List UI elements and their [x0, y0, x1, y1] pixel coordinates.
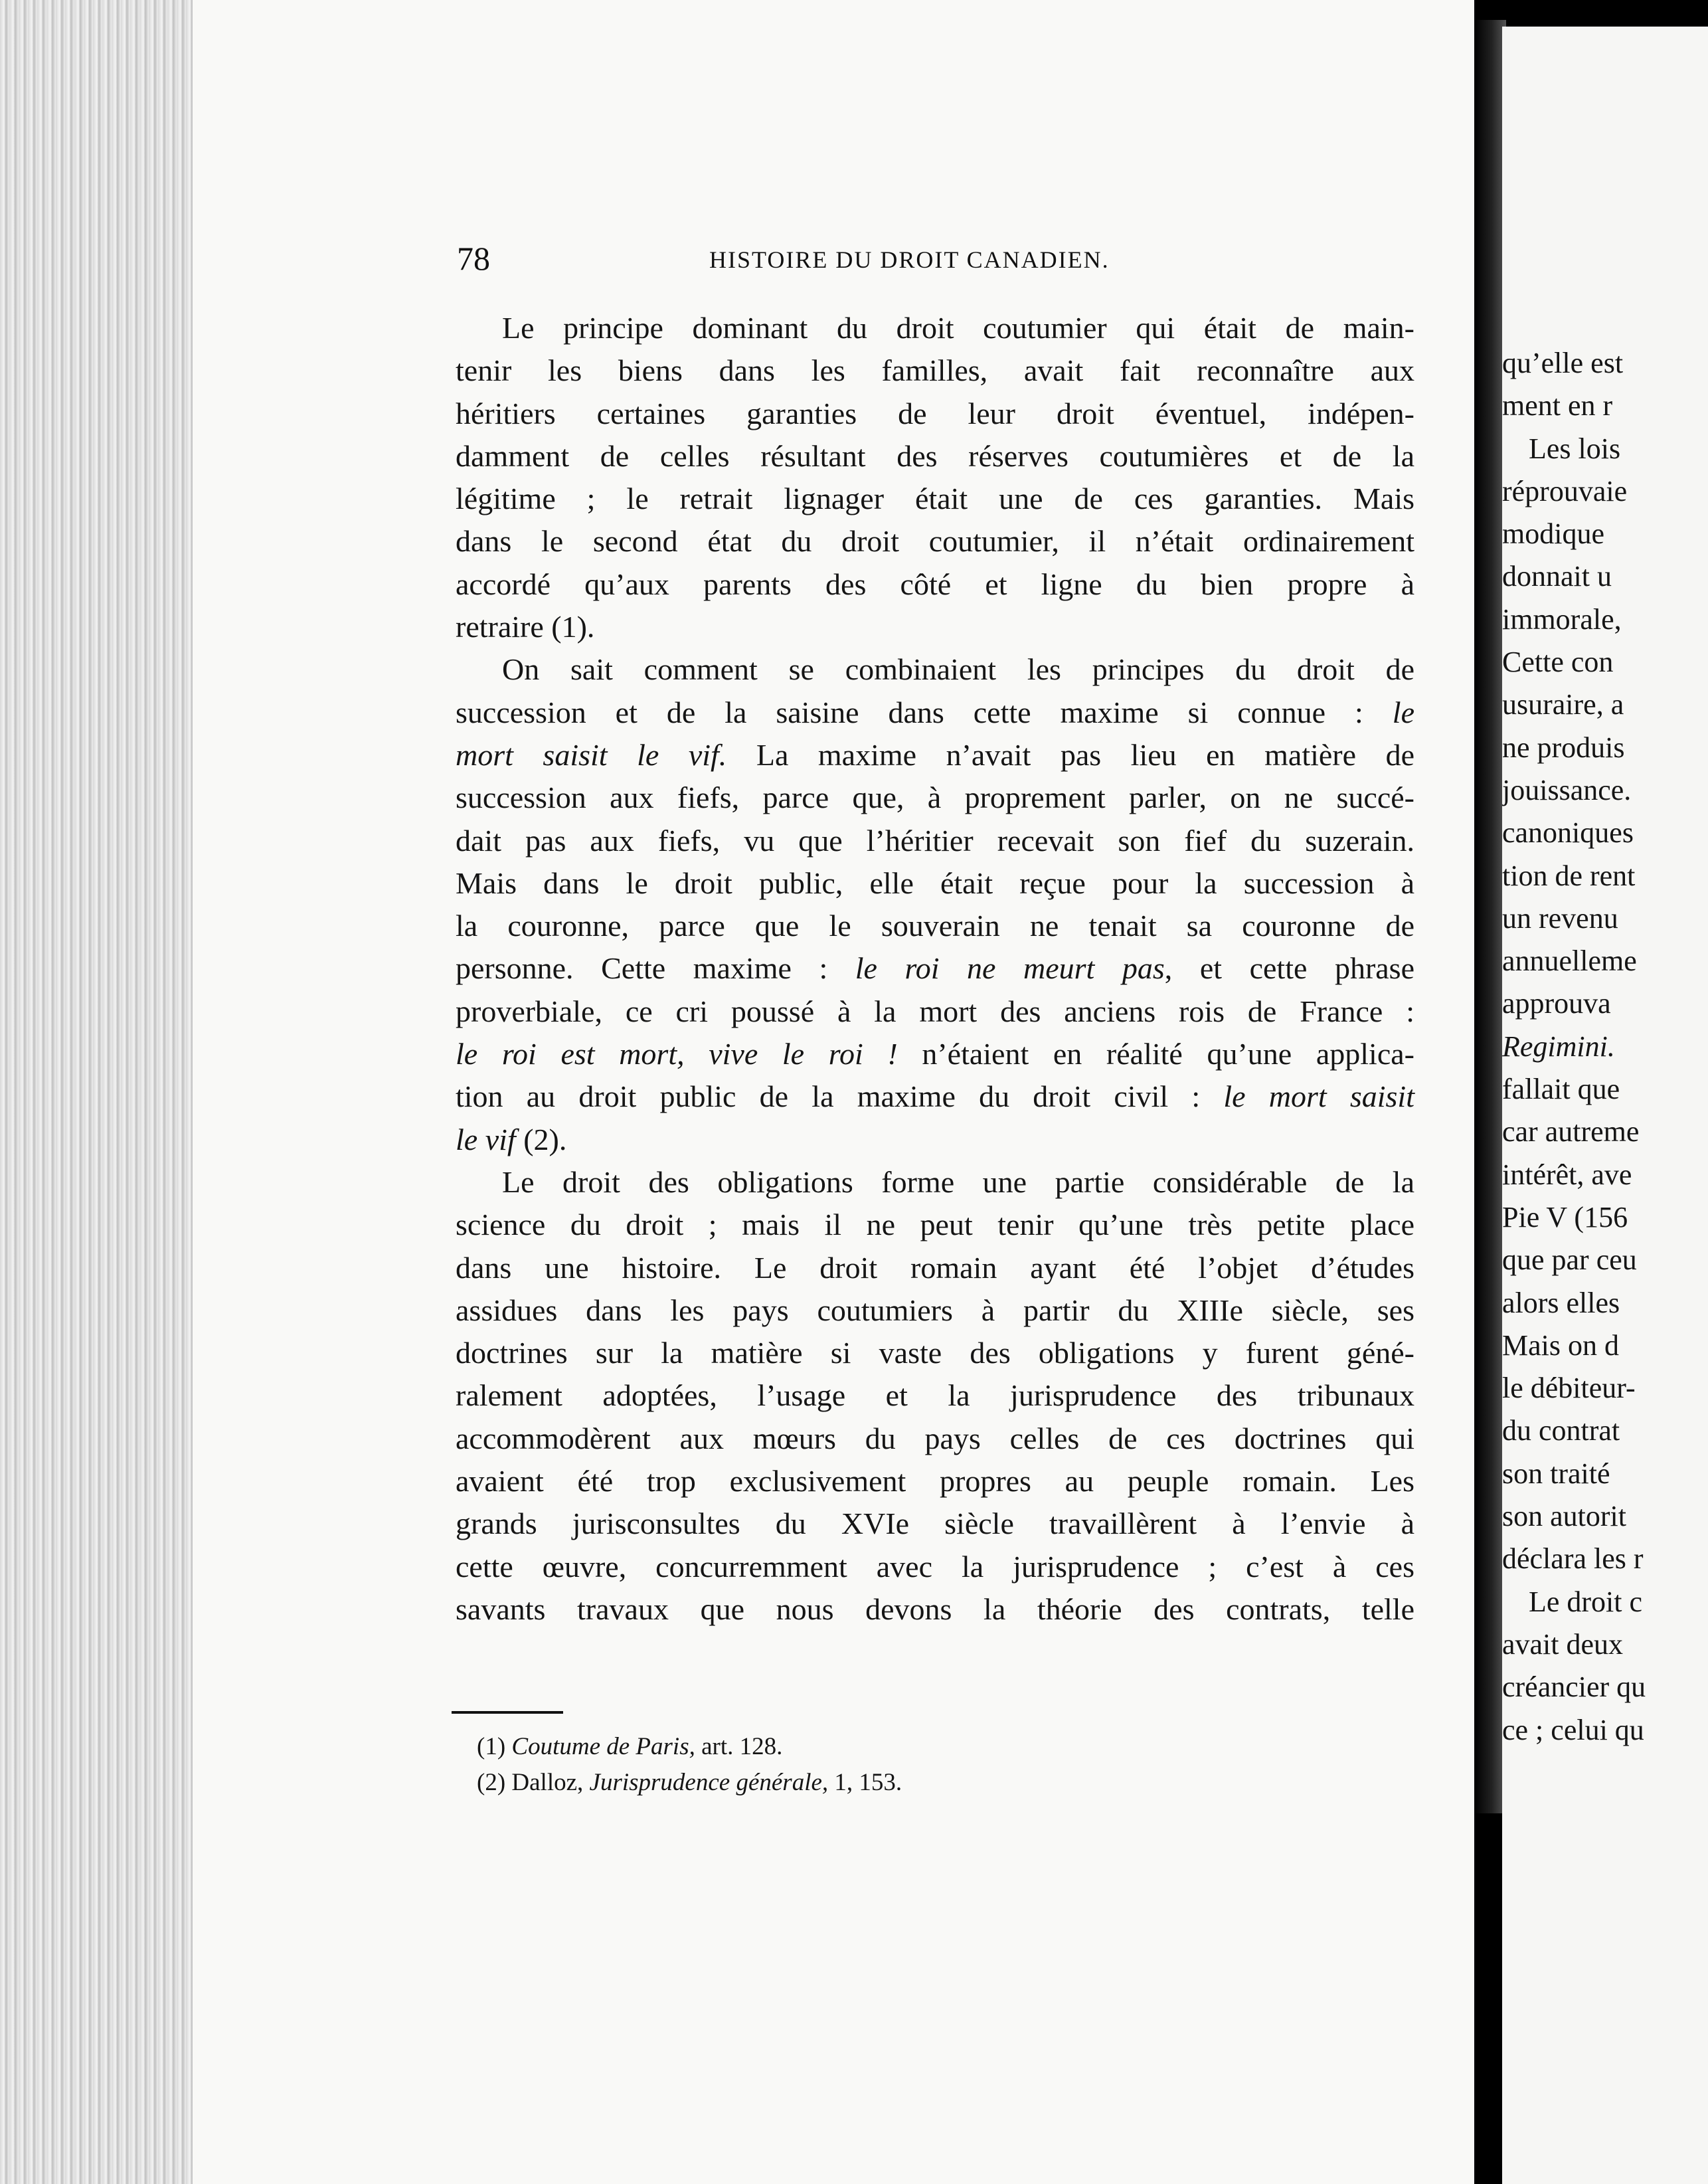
right-page-line: modique	[1502, 517, 1604, 551]
right-page-line: immorale,	[1502, 602, 1622, 636]
right-page-line: réprouvaie	[1502, 474, 1628, 507]
text-line: retraire (1).	[456, 610, 595, 644]
right-page-line: annuelleme	[1502, 945, 1637, 978]
footnote: (2) Dalloz, Jurisprudence générale, 1, 153.	[477, 1769, 902, 1796]
text-line: dait pas aux fiefs, vu que l’héritier recevait son fief du suzerain.	[456, 823, 1414, 858]
right-page-line: qu’elle est	[1502, 347, 1624, 379]
text-line: dans une histoire. Le droit romain ayant été l’objet d’études	[456, 1250, 1414, 1285]
text-line: damment de celles résultant des réserves coutumières et de la	[456, 438, 1414, 473]
right-page-line: Le droit c	[1529, 1585, 1643, 1618]
right-page-line: donnait u	[1502, 560, 1612, 593]
right-page-line: un revenu	[1502, 901, 1618, 935]
running-head	[457, 239, 1413, 279]
text-line: héritiers certaines garanties de leur droit éventuel, indépen-	[456, 396, 1414, 430]
text-line: succession et de la saisine dans cette maxime si connue : le	[456, 695, 1414, 729]
right-page-line: Les lois	[1529, 432, 1621, 465]
right-page-line: que par ceu	[1502, 1243, 1637, 1277]
footnote-rule	[452, 1711, 563, 1714]
right-page-line: déclara les r	[1502, 1542, 1644, 1576]
text-line: science du droit ; mais il ne peut tenir qu’une très petite place	[456, 1208, 1414, 1242]
text-line: ralement adoptées, l’usage et la jurisprudence des tribunaux	[456, 1378, 1414, 1413]
right-page-line: car autreme	[1502, 1115, 1640, 1148]
text-line: savants travaux que nous devons la théorie des contrats, telle	[456, 1592, 1414, 1626]
right-page	[1502, 27, 1708, 2184]
text-line: tenir les biens dans les familles, avait fait reconnaître aux	[456, 353, 1414, 388]
right-page-text	[1502, 342, 1646, 1752]
text-line: Mais dans le droit public, elle était reçue pour la succession à	[456, 865, 1414, 900]
text-line: dans le second état du droit coutumier, il n’était ordinairement	[456, 524, 1414, 559]
right-page-line: Pie V (156	[1502, 1200, 1628, 1233]
text-line: doctrines sur la matière si vaste des obligations y furent géné-	[456, 1336, 1414, 1370]
gutter-shadow	[1474, 20, 1506, 1813]
right-page-line: Mais on d	[1502, 1328, 1619, 1362]
text-line: Le principe dominant du droit coutumier qui était de main-	[502, 311, 1414, 345]
text-line: accommodèrent aux mœurs du pays celles de ces doctrines qui	[456, 1421, 1414, 1455]
running-title: HISTOIRE DU DROIT CANADIEN.	[709, 246, 1110, 273]
right-page-line: ne produis	[1502, 731, 1625, 764]
text-line: le vif (2).	[456, 1122, 567, 1156]
right-page-line: ce ; celui qu	[1502, 1713, 1644, 1746]
right-page-line: alors elles	[1502, 1286, 1620, 1319]
body-text	[456, 307, 1414, 1631]
text-line: proverbiale, ce cri poussé à la mort des anciens rois de France :	[456, 994, 1414, 1028]
right-page-line: le débiteur-	[1502, 1372, 1636, 1405]
right-page-line: tion de rent	[1502, 859, 1636, 892]
text-line: avaient été trop exclusivement propres au peuple romain. Les	[456, 1464, 1414, 1499]
right-page-line: fallait que	[1502, 1073, 1620, 1106]
text-line: Le droit des obligations forme une partie considérable de la	[502, 1164, 1414, 1199]
right-page-line: canoniques	[1502, 816, 1634, 850]
text-line: accordé qu’aux parents des côté et ligne du bien propre à	[456, 567, 1414, 601]
text-line: assidues dans les pays coutumiers à partir du XIIIe siècle, ses	[456, 1293, 1414, 1327]
text-line: tion au droit public de la maxime du droit civil : le mort saisit	[456, 1079, 1414, 1114]
text-line: cette œuvre, concurremment avec la jurisprudence ; c’est à ces	[456, 1549, 1414, 1584]
text-line: la couronne, parce que le souverain ne tenait sa couronne de	[456, 909, 1414, 943]
text-line: grands jurisconsultes du XVIe siècle travaillèrent à l’envie à	[456, 1506, 1414, 1541]
page-stack-edge	[0, 0, 193, 2184]
right-page-line: Cette con	[1502, 646, 1614, 679]
footnote: (1) Coutume de Paris, art. 128.	[477, 1733, 783, 1760]
right-page-line: usuraire, a	[1502, 688, 1624, 721]
text-line: légitime ; le retrait lignager était une de ces garanties. Mais	[456, 482, 1414, 516]
right-page-line: approuva	[1502, 987, 1611, 1020]
text-line: le roi est mort, vive le roi ! n’étaient en réalité qu’une applica-	[456, 1037, 1414, 1071]
right-page-line: ment en r	[1502, 389, 1613, 422]
footnotes	[477, 1729, 902, 1801]
right-page-line: avait deux	[1502, 1627, 1624, 1661]
right-page-line: du contrat	[1502, 1414, 1620, 1447]
text-line: On sait comment se combinaient les principes du droit de	[502, 652, 1414, 687]
page-number: 78	[457, 240, 490, 277]
right-page-line: jouissance.	[1502, 773, 1632, 806]
right-page-line: intérêt, ave	[1502, 1158, 1632, 1191]
right-page-line: son traité	[1502, 1457, 1610, 1490]
text-line: mort saisit le vif. La maxime n’avait pas lieu en matière de	[456, 737, 1414, 772]
text-line: succession aux fiefs, parce que, à proprement parler, on ne succé-	[456, 780, 1414, 815]
text-line: personne. Cette maxime : le roi ne meurt pas, et cette phrase	[456, 951, 1415, 986]
right-page-line: créancier qu	[1502, 1671, 1646, 1704]
right-page-line: son autorit	[1502, 1500, 1626, 1533]
right-page-line: Regimini.	[1502, 1030, 1615, 1063]
